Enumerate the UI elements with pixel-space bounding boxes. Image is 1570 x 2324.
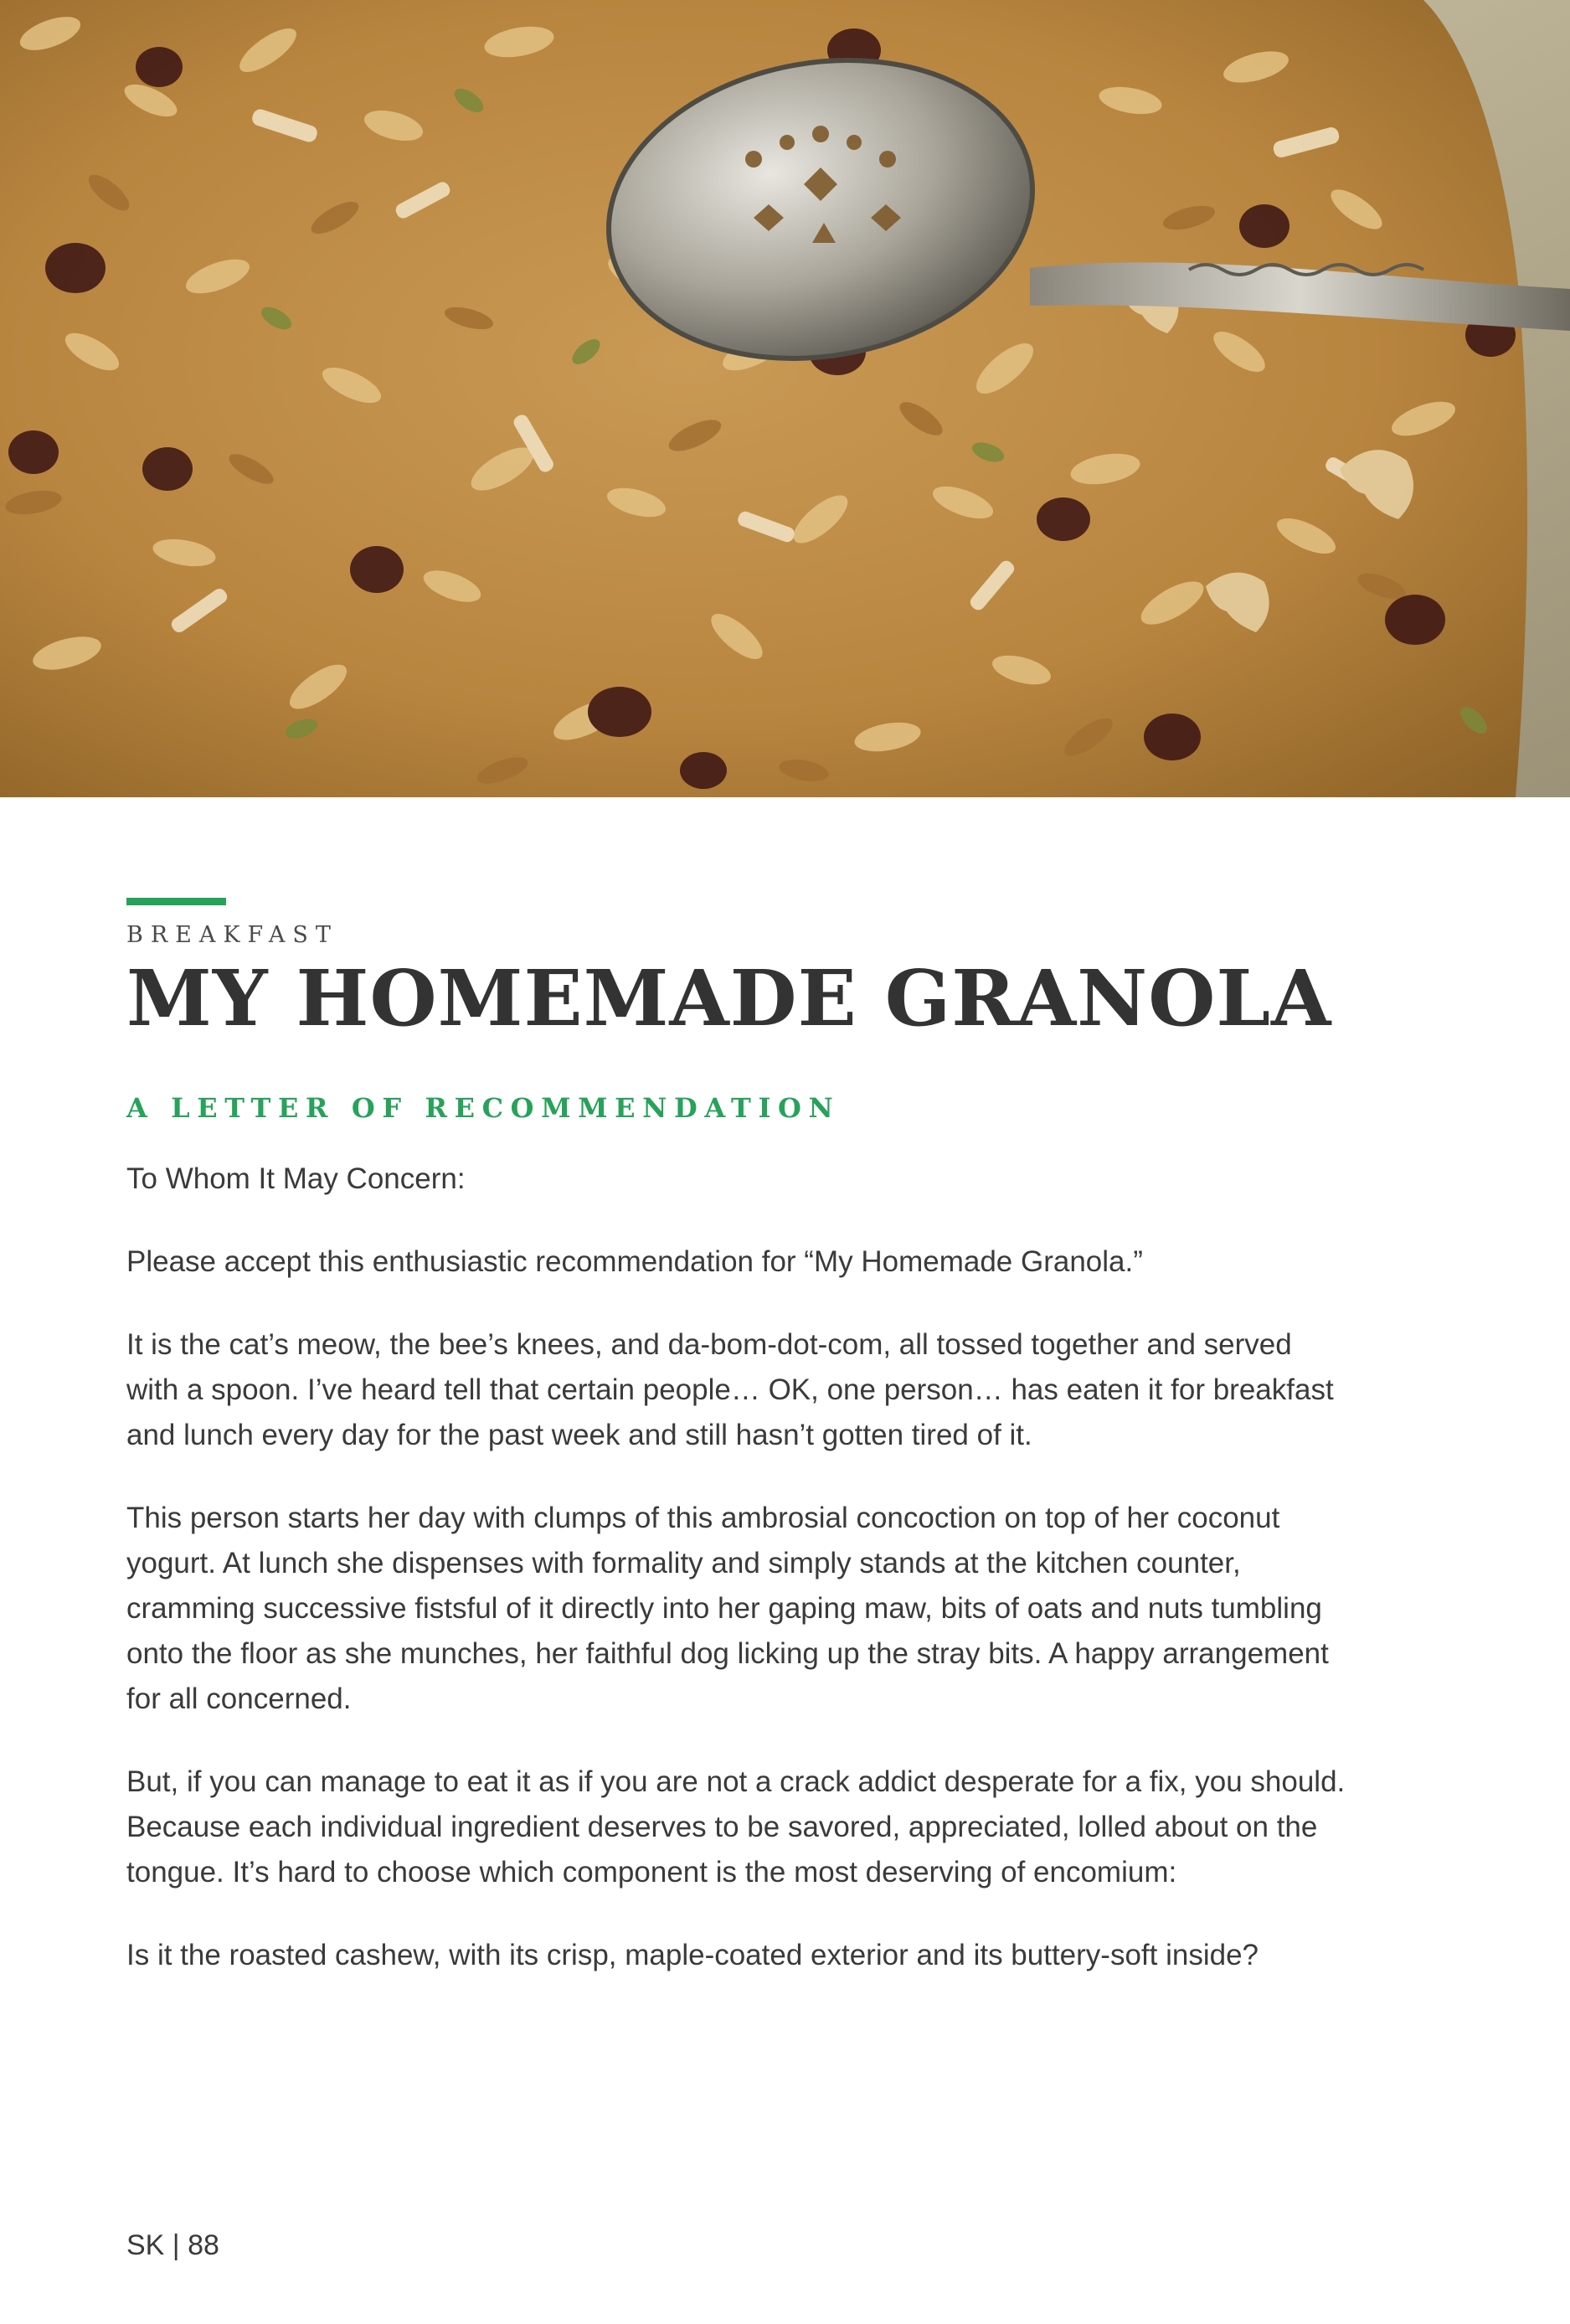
paragraph: It is the cat’s meow, the bee’s knees, and da-bom-dot-com, all tossed together and served with a spoon. I’ve heard tell that certain people… OK, one person… has eaten it for breakfast and lunch every day for the past week and still hasn’t gotten tired of it. xyxy=(126,1327,1334,1451)
page-footer: SK | 88 xyxy=(126,2229,219,2261)
hero-photo xyxy=(0,0,1570,797)
subtitle: A LETTER OF RECOMMENDATION xyxy=(126,1091,841,1124)
paragraph: Please accept this enthusiastic recommendation for “My Homemade Granola.” xyxy=(126,1244,1143,1278)
article xyxy=(126,898,1349,2016)
granola-photo xyxy=(0,0,1570,797)
paragraph: But, if you can manage to eat it as if you are not a crack addict desperate for a fix, you should. Because each individual ingredient deserves to be savored, appreciated, lolled about on the tongue. It’s hard to choose which component is the most deserving of encomium: xyxy=(126,1765,1346,1889)
page-title: MY HOMEMADE GRANOLA xyxy=(126,953,1332,1043)
paragraph-salutation: To Whom It May Concern: xyxy=(126,1162,466,1195)
paragraph: Is it the roasted cashew, with its crisp, maple-coated exterior and its buttery-soft inside? xyxy=(126,1938,1259,1971)
paragraph: This person starts her day with clumps of this ambrosial concoction on top of her coconut yogurt. At lunch she dispenses with formality and simply stands at the kitchen counter, cramming successive fistsful of it directly into her gaping maw, bits of oats and nuts tumbling onto the floor as she munches, her faithful dog licking up the stray bits. A happy arrangement for all concerned. xyxy=(126,1501,1329,1715)
accent-rule xyxy=(126,898,226,905)
category-label: BREAKFAST xyxy=(126,922,338,948)
